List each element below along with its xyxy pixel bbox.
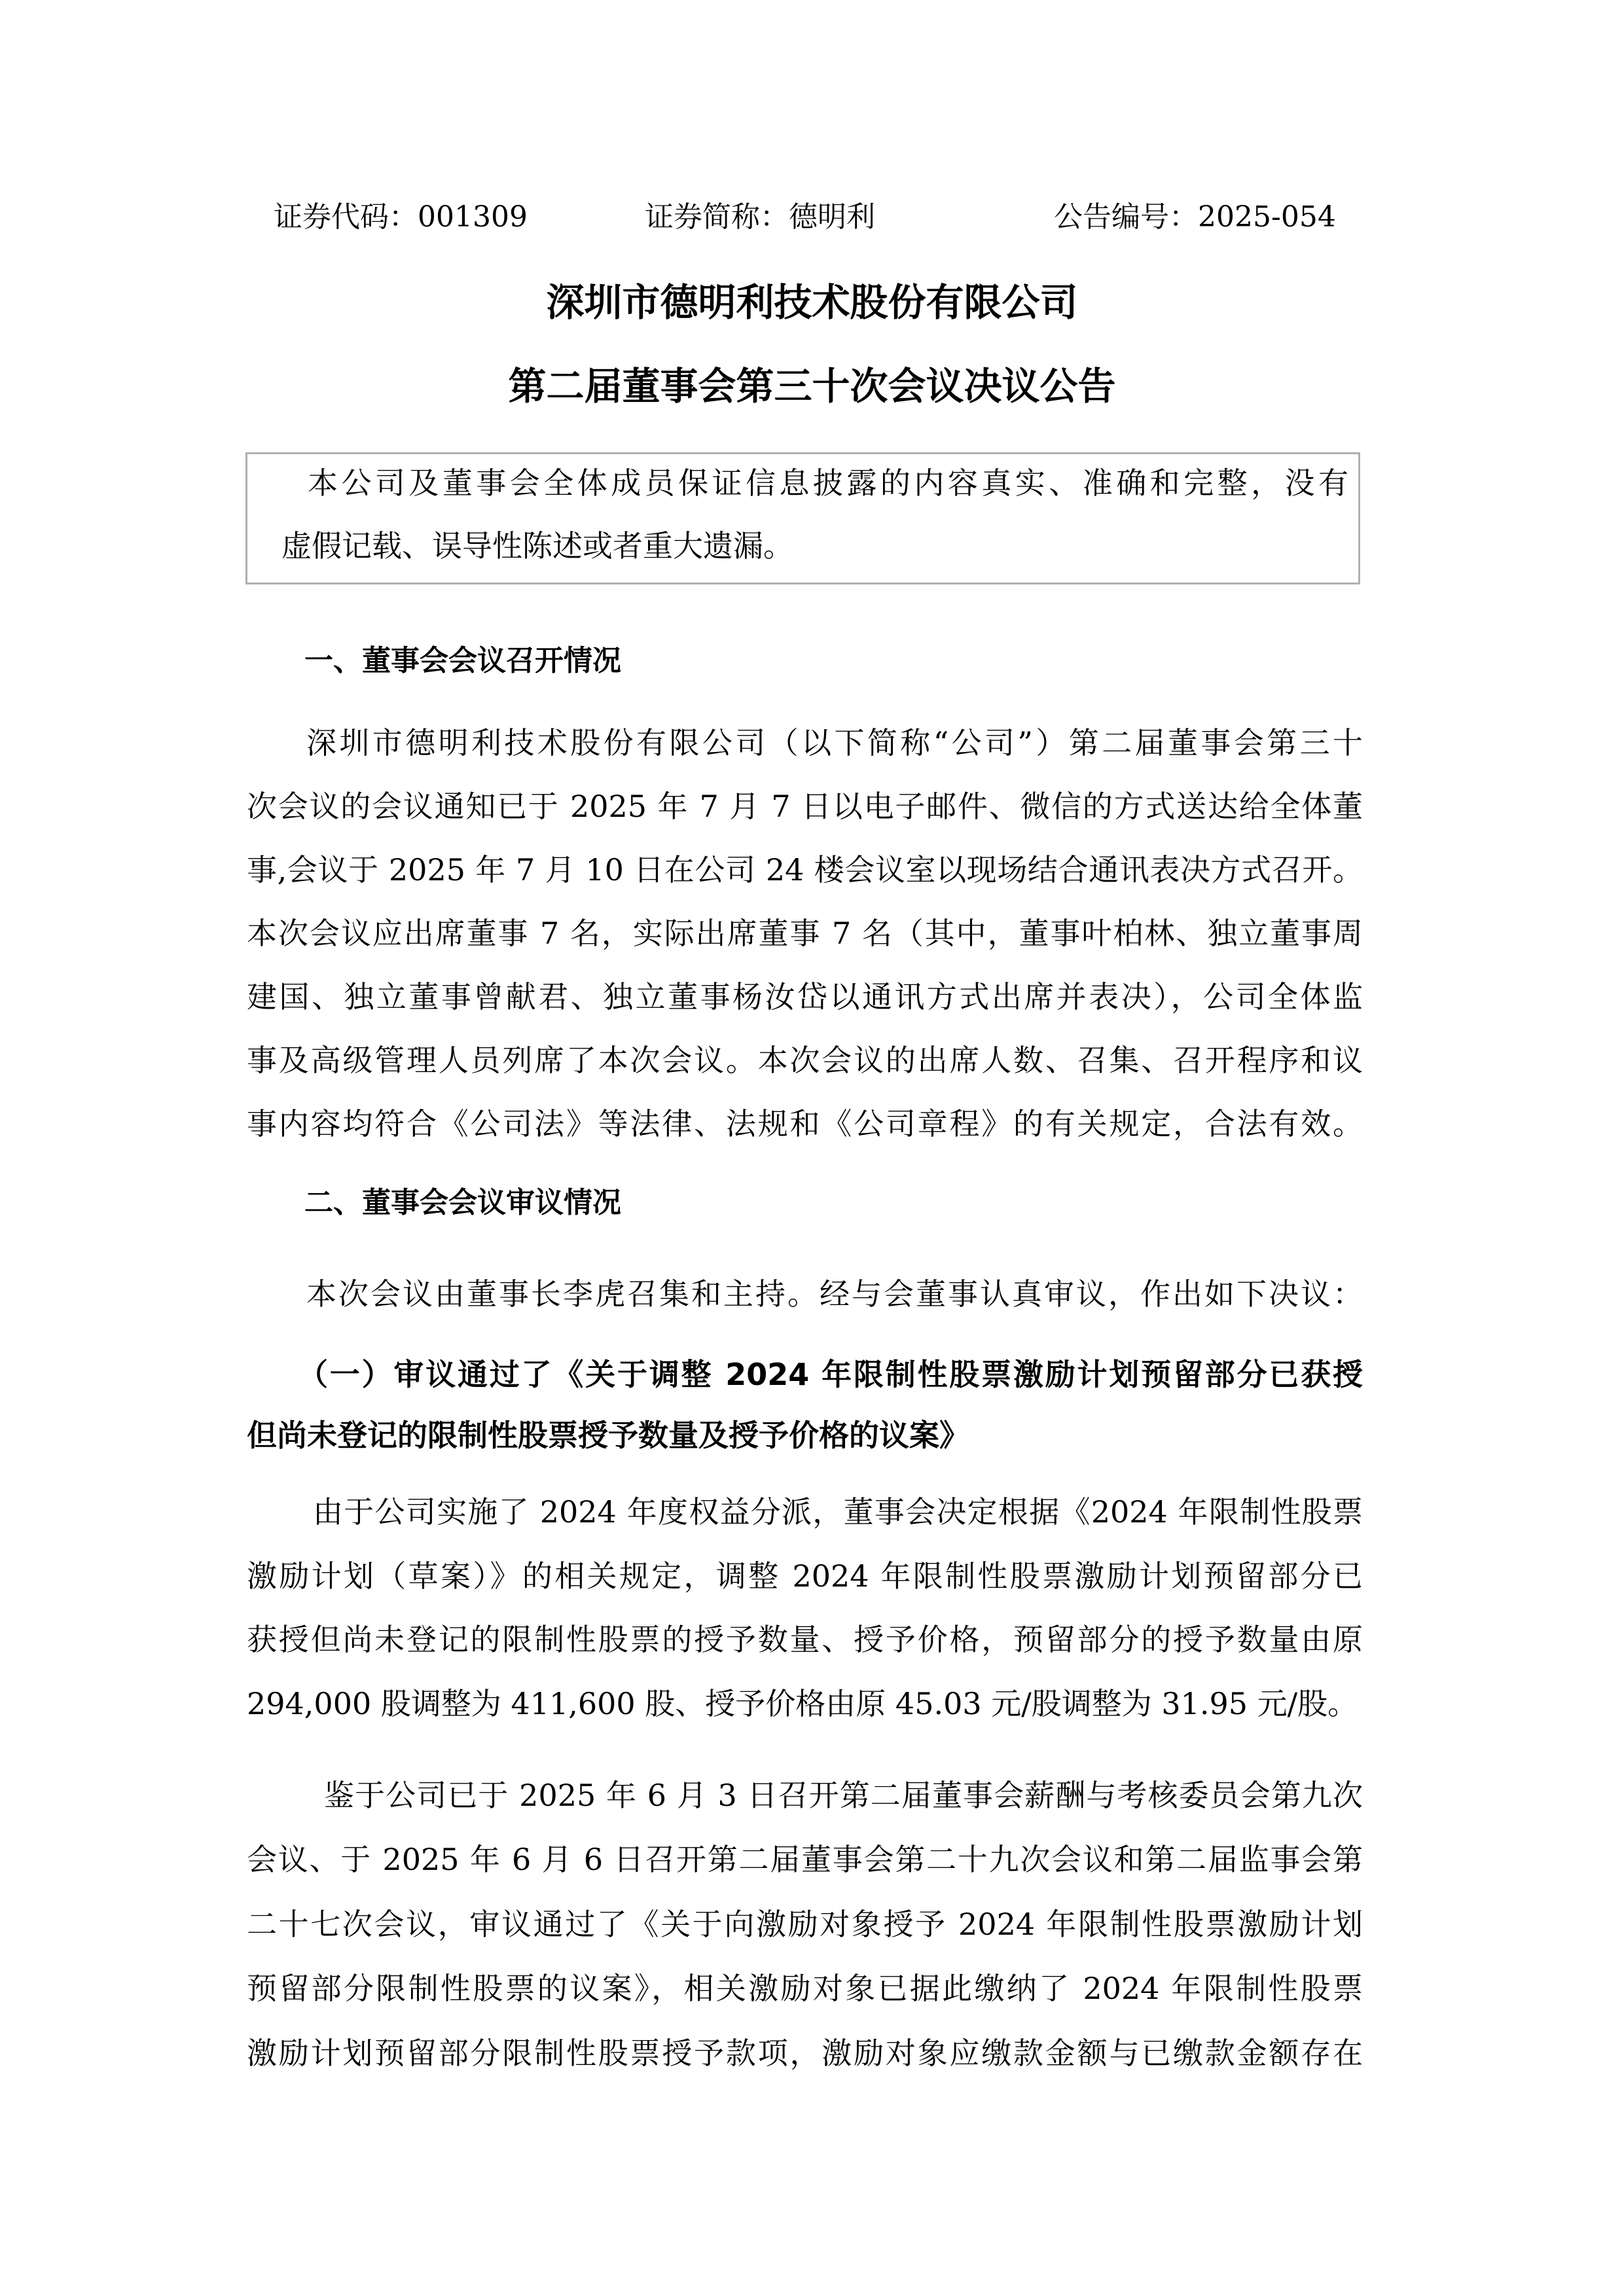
paragraph-line: 事内容均符合《公司法》等法律、法规和《公司章程》的有关规定，合法有效。 [247,1106,1363,1141]
paragraph-line: 本次会议由董事长李虎召集和主持。经与会董事认真审议，作出如下决议： [306,1276,1363,1312]
section-heading-2: 二、董事会会议审议情况 [304,1186,621,1219]
announcement-title: 第二届董事会第三十次会议决议公告 [508,364,1116,408]
paragraph-line: 次会议的会议通知已于 2025 年 7 月 7 日以电子邮件、微信的方式送达给全体董 [247,789,1363,824]
paragraph-line: 本次会议应出席董事 7 名，实际出席董事 7 名（其中，董事叶柏林、独立董事周 [247,916,1363,951]
section-heading-1: 一、董事会会议召开情况 [304,644,621,677]
paragraph-line: 激励计划（草案）》的相关规定，调整 2024 年限制性股票激励计划预留部分已 [247,1558,1363,1594]
paragraph-line: 事,会议于 2025 年 7 月 10 日在公司 24 楼会议室以现场结合通讯表决方式召开。 [247,852,1363,888]
disclaimer-line: 虚假记载、误导性陈述或者重大遗漏。 [281,528,793,564]
paragraph-line: 事及高级管理人员列席了本次会议。本次会议的出席人数、召集、召开程序和议 [247,1043,1363,1078]
company-title: 深圳市德明利技术股份有限公司 [546,280,1078,325]
paragraph-line: 二十七次会议，审议通过了《关于向激励对象授予 2024 年限制性股票激励计划 [247,1907,1363,1942]
paragraph-line: 鉴于公司已于 2025 年 6 月 3 日召开第二届董事会薪酬与考核委员会第九次 [324,1778,1363,1813]
resolution-title: （一）审议通过了《关于调整 2024 年限制性股票激励计划预留部分已获授 [298,1357,1363,1392]
stock-name: 证券简称：德明利 [645,200,875,234]
paragraph-line: 由于公司实施了 2024 年度权益分派，董事会决定根据《2024 年限制性股票 [313,1494,1363,1530]
paragraph-line: 深圳市德明利技术股份有限公司（以下简称“公司”）第二届董事会第三十 [306,725,1363,761]
stock-code: 证券代码：001309 [274,200,528,234]
paragraph-line: 激励计划预留部分限制性股票授予款项，激励对象应缴款金额与已缴款金额存在 [247,2036,1363,2071]
paragraph-line: 预留部分限制性股票的议案》，相关激励对象已据此缴纳了 2024 年限制性股票 [247,1971,1363,2006]
announcement-number: 公告编号：2025-054 [1054,200,1336,234]
paragraph-line: 会议、于 2025 年 6 月 6 日召开第二届董事会第二十九次会议和第二届监事会第 [247,1842,1363,1877]
disclaimer-line: 本公司及董事会全体成员保证信息披露的内容真实、准确和完整，没有 [308,465,1348,501]
paragraph-line: 获授但尚未登记的限制性股票的授予数量、授予价格，预留部分的授予数量由原 [247,1622,1363,1657]
paragraph-line: 294,000 股调整为 411,600 股、授予价格由原 45.03 元/股调整为 31.95 元/股。 [247,1686,1358,1721]
resolution-title: 但尚未登记的限制性股票授予数量及授予价格的议案》 [247,1418,969,1453]
paragraph-line: 建国、独立董事曾献君、独立董事杨汝岱以通讯方式出席并表决），公司全体监 [247,979,1363,1014]
